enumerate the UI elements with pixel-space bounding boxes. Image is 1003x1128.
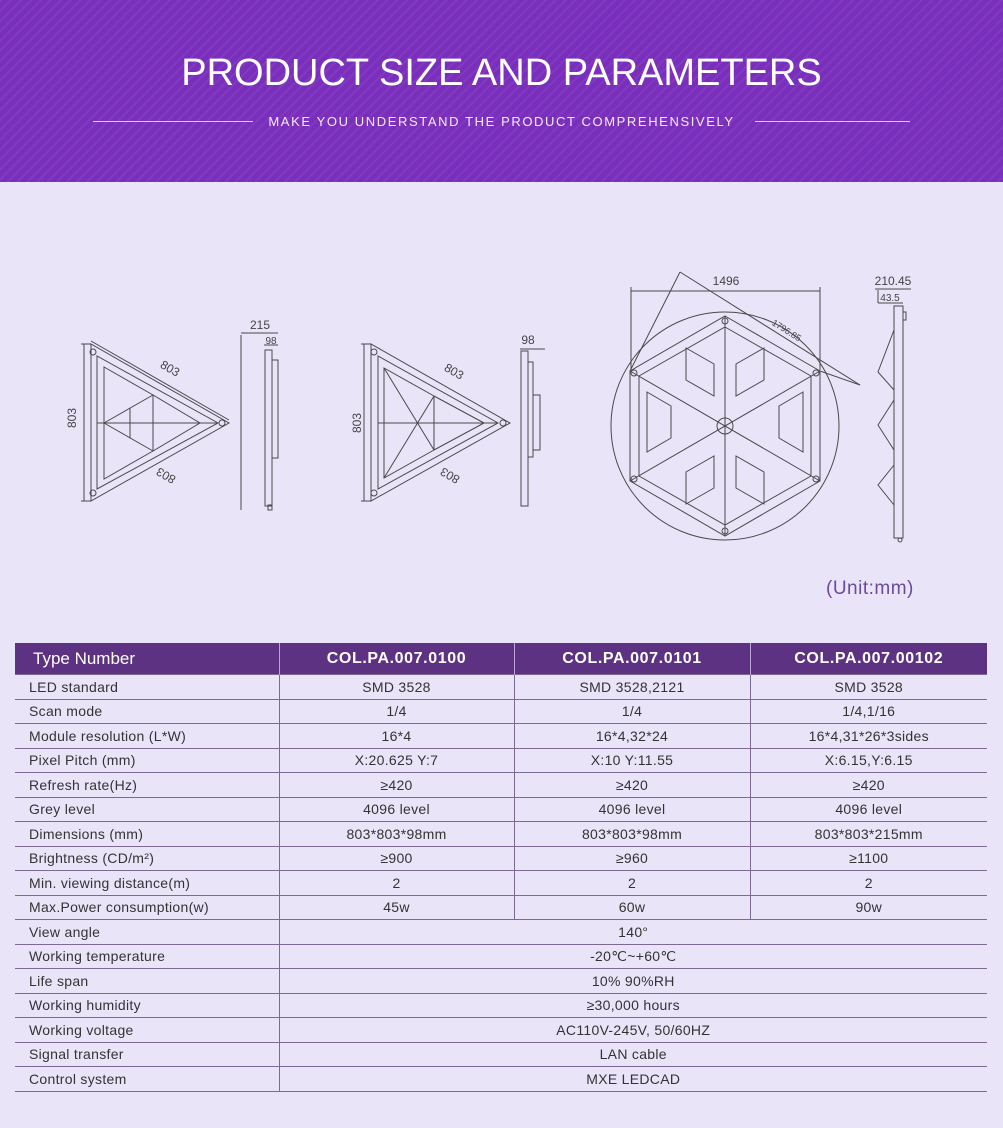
row-label: LED standard: [15, 675, 279, 700]
d2-side-bottom: 803: [437, 464, 463, 487]
drawing-3-hexagon: [611, 272, 860, 540]
cell-value: ≥960: [514, 846, 750, 871]
cell-value: X:6.15,Y:6.15: [750, 748, 987, 773]
table-row: [15, 822, 987, 847]
table-row: [15, 773, 987, 798]
row-label: Working temperature: [15, 944, 279, 969]
d1-depth-top: 215: [249, 318, 271, 332]
cell-value: 2: [514, 871, 750, 896]
d1-side-bottom: 803: [153, 464, 179, 487]
product-dimension-drawings: [0, 182, 1003, 622]
row-label: Working humidity: [15, 993, 279, 1018]
page-title: PRODUCT SIZE AND PARAMETERS: [181, 52, 822, 94]
row-label: Module resolution (L*W): [15, 724, 279, 749]
header-model-3: COL.PA.007.00102: [750, 643, 987, 675]
table-row: [15, 920, 987, 945]
cell-value: ≥420: [750, 773, 987, 798]
cell-value: 16*4,31*26*3sides: [750, 724, 987, 749]
cell-value: ≥1100: [750, 846, 987, 871]
cell-value: -20℃~+60℃: [279, 944, 987, 969]
row-label: Grey level: [15, 797, 279, 822]
unit-label: (Unit:mm): [826, 578, 914, 599]
drawing-3-side: [875, 289, 911, 542]
drawing-2-side: [520, 349, 545, 506]
header-type-number: Type Number: [15, 643, 279, 675]
cell-value: 140°: [279, 920, 987, 945]
cell-value: AC110V-245V, 50/60HZ: [279, 1018, 987, 1043]
row-label: Max.Power consumption(w): [15, 895, 279, 920]
table-row: [15, 724, 987, 749]
page-subtitle: MAKE YOU UNDERSTAND THE PRODUCT COMPREHENSIVELY: [268, 114, 735, 129]
table-row: [15, 871, 987, 896]
cell-value: 60w: [514, 895, 750, 920]
cell-value: ≥420: [279, 773, 514, 798]
header-model-2: COL.PA.007.0101: [514, 643, 750, 675]
cell-value: SMD 3528: [279, 675, 514, 700]
cell-value: 16*4,32*24: [514, 724, 750, 749]
cell-value: LAN cable: [279, 1042, 987, 1067]
cell-value: 803*803*98mm: [279, 822, 514, 847]
drawing-2-front: [361, 344, 510, 501]
d2-side-top: 803: [441, 360, 467, 383]
d2-depth-top: 98: [521, 333, 535, 347]
row-label: Min. viewing distance(m): [15, 871, 279, 896]
row-label: Control system: [15, 1067, 279, 1092]
cell-value: 4096 level: [514, 797, 750, 822]
table-row: [15, 748, 987, 773]
d3-depth-top: 210.45: [874, 274, 912, 288]
cell-value: 2: [750, 871, 987, 896]
subtitle-line-right: [755, 121, 910, 122]
table-row: [15, 1042, 987, 1067]
cell-value: 4096 level: [750, 797, 987, 822]
cell-value: 1/4: [279, 699, 514, 724]
cell-value: 2: [279, 871, 514, 896]
cell-value: 90w: [750, 895, 987, 920]
row-label: Refresh rate(Hz): [15, 773, 279, 798]
d3-width: 1496: [712, 274, 740, 288]
cell-value: ≥30,000 hours: [279, 993, 987, 1018]
cell-value: MXE LEDCAD: [279, 1067, 987, 1092]
cell-value: 803*803*215mm: [750, 822, 987, 847]
cell-value: 4096 level: [279, 797, 514, 822]
table-row: [15, 675, 987, 700]
d2-side-left: 803: [350, 412, 364, 434]
row-label: Brightness (CD/m²): [15, 846, 279, 871]
table-row: [15, 993, 987, 1018]
table-row: [15, 846, 987, 871]
header-banner: [0, 0, 1003, 182]
cell-value: 45w: [279, 895, 514, 920]
cell-value: SMD 3528,2121: [514, 675, 750, 700]
table-row: [15, 797, 987, 822]
table-header-row: [15, 643, 987, 675]
cell-value: X:10 Y:11.55: [514, 748, 750, 773]
row-label: Scan mode: [15, 699, 279, 724]
d3-diagonal: 1796.85: [770, 317, 804, 344]
table-row: [15, 1018, 987, 1043]
table-row: [15, 895, 987, 920]
d1-side-top: 803: [157, 357, 183, 380]
table-row: [15, 969, 987, 994]
table-row: [15, 1067, 987, 1092]
drawing-dimension-labels: [65, 274, 912, 487]
d1-side-left: 803: [65, 407, 79, 429]
table-row: [15, 944, 987, 969]
header-model-1: COL.PA.007.0100: [279, 643, 514, 675]
row-label: Pixel Pitch (mm): [15, 748, 279, 773]
drawing-1-side: [241, 333, 278, 510]
table-row: [15, 699, 987, 724]
cell-value: 1/4: [514, 699, 750, 724]
cell-value: ≥420: [514, 773, 750, 798]
cell-value: ≥900: [279, 846, 514, 871]
d1-depth-inner: 98: [265, 336, 277, 347]
row-label: Signal transfer: [15, 1042, 279, 1067]
row-label: Life span: [15, 969, 279, 994]
cell-value: 1/4,1/16: [750, 699, 987, 724]
cell-value: X:20.625 Y:7: [279, 748, 514, 773]
cell-value: 10% 90%RH: [279, 969, 987, 994]
cell-value: 803*803*98mm: [514, 822, 750, 847]
subtitle-line-left: [93, 121, 253, 122]
row-label: Dimensions (mm): [15, 822, 279, 847]
row-label: View angle: [15, 920, 279, 945]
row-label: Working voltage: [15, 1018, 279, 1043]
parameters-table: [15, 643, 987, 1092]
cell-value: 16*4: [279, 724, 514, 749]
d3-depth-inner: 43.5: [880, 293, 900, 304]
cell-value: SMD 3528: [750, 675, 987, 700]
